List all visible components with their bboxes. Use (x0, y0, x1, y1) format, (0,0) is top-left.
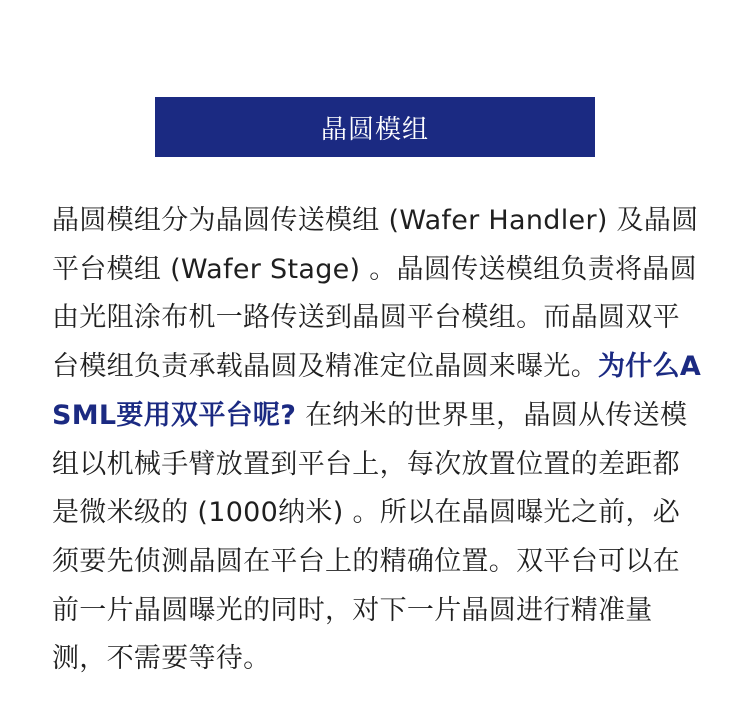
page-title: 晶圆模组 (320, 114, 429, 145)
title-banner (155, 97, 595, 157)
intro-text: 晶圆模组分为晶圆传送模组 (Wafer Handler) 及晶圆平台模组 (Wafer Stage) 。晶圆传送模组负责将晶圆由光阻涂布机一路传送到晶圆平台模组。而晶圆双平台模组负责承载晶圆及精准定位晶圆来曝光。 (52, 205, 699, 383)
highlight-question: 为什么ASML要用双平台呢? (52, 351, 702, 431)
article-body (52, 197, 702, 684)
answer-text: 在纳米的世界里，晶圆从传送模组以机械手臂放置到平台上，每次放置位置的差距都是微米级的 (1000纳米) 。所以在晶圆曝光之前，必须要先侦测晶圆在平台上的精确位置。双平台可以在前一片晶圆曝光的同时，对下一片晶圆进行精准量测，不需要等待。 (52, 399, 688, 675)
